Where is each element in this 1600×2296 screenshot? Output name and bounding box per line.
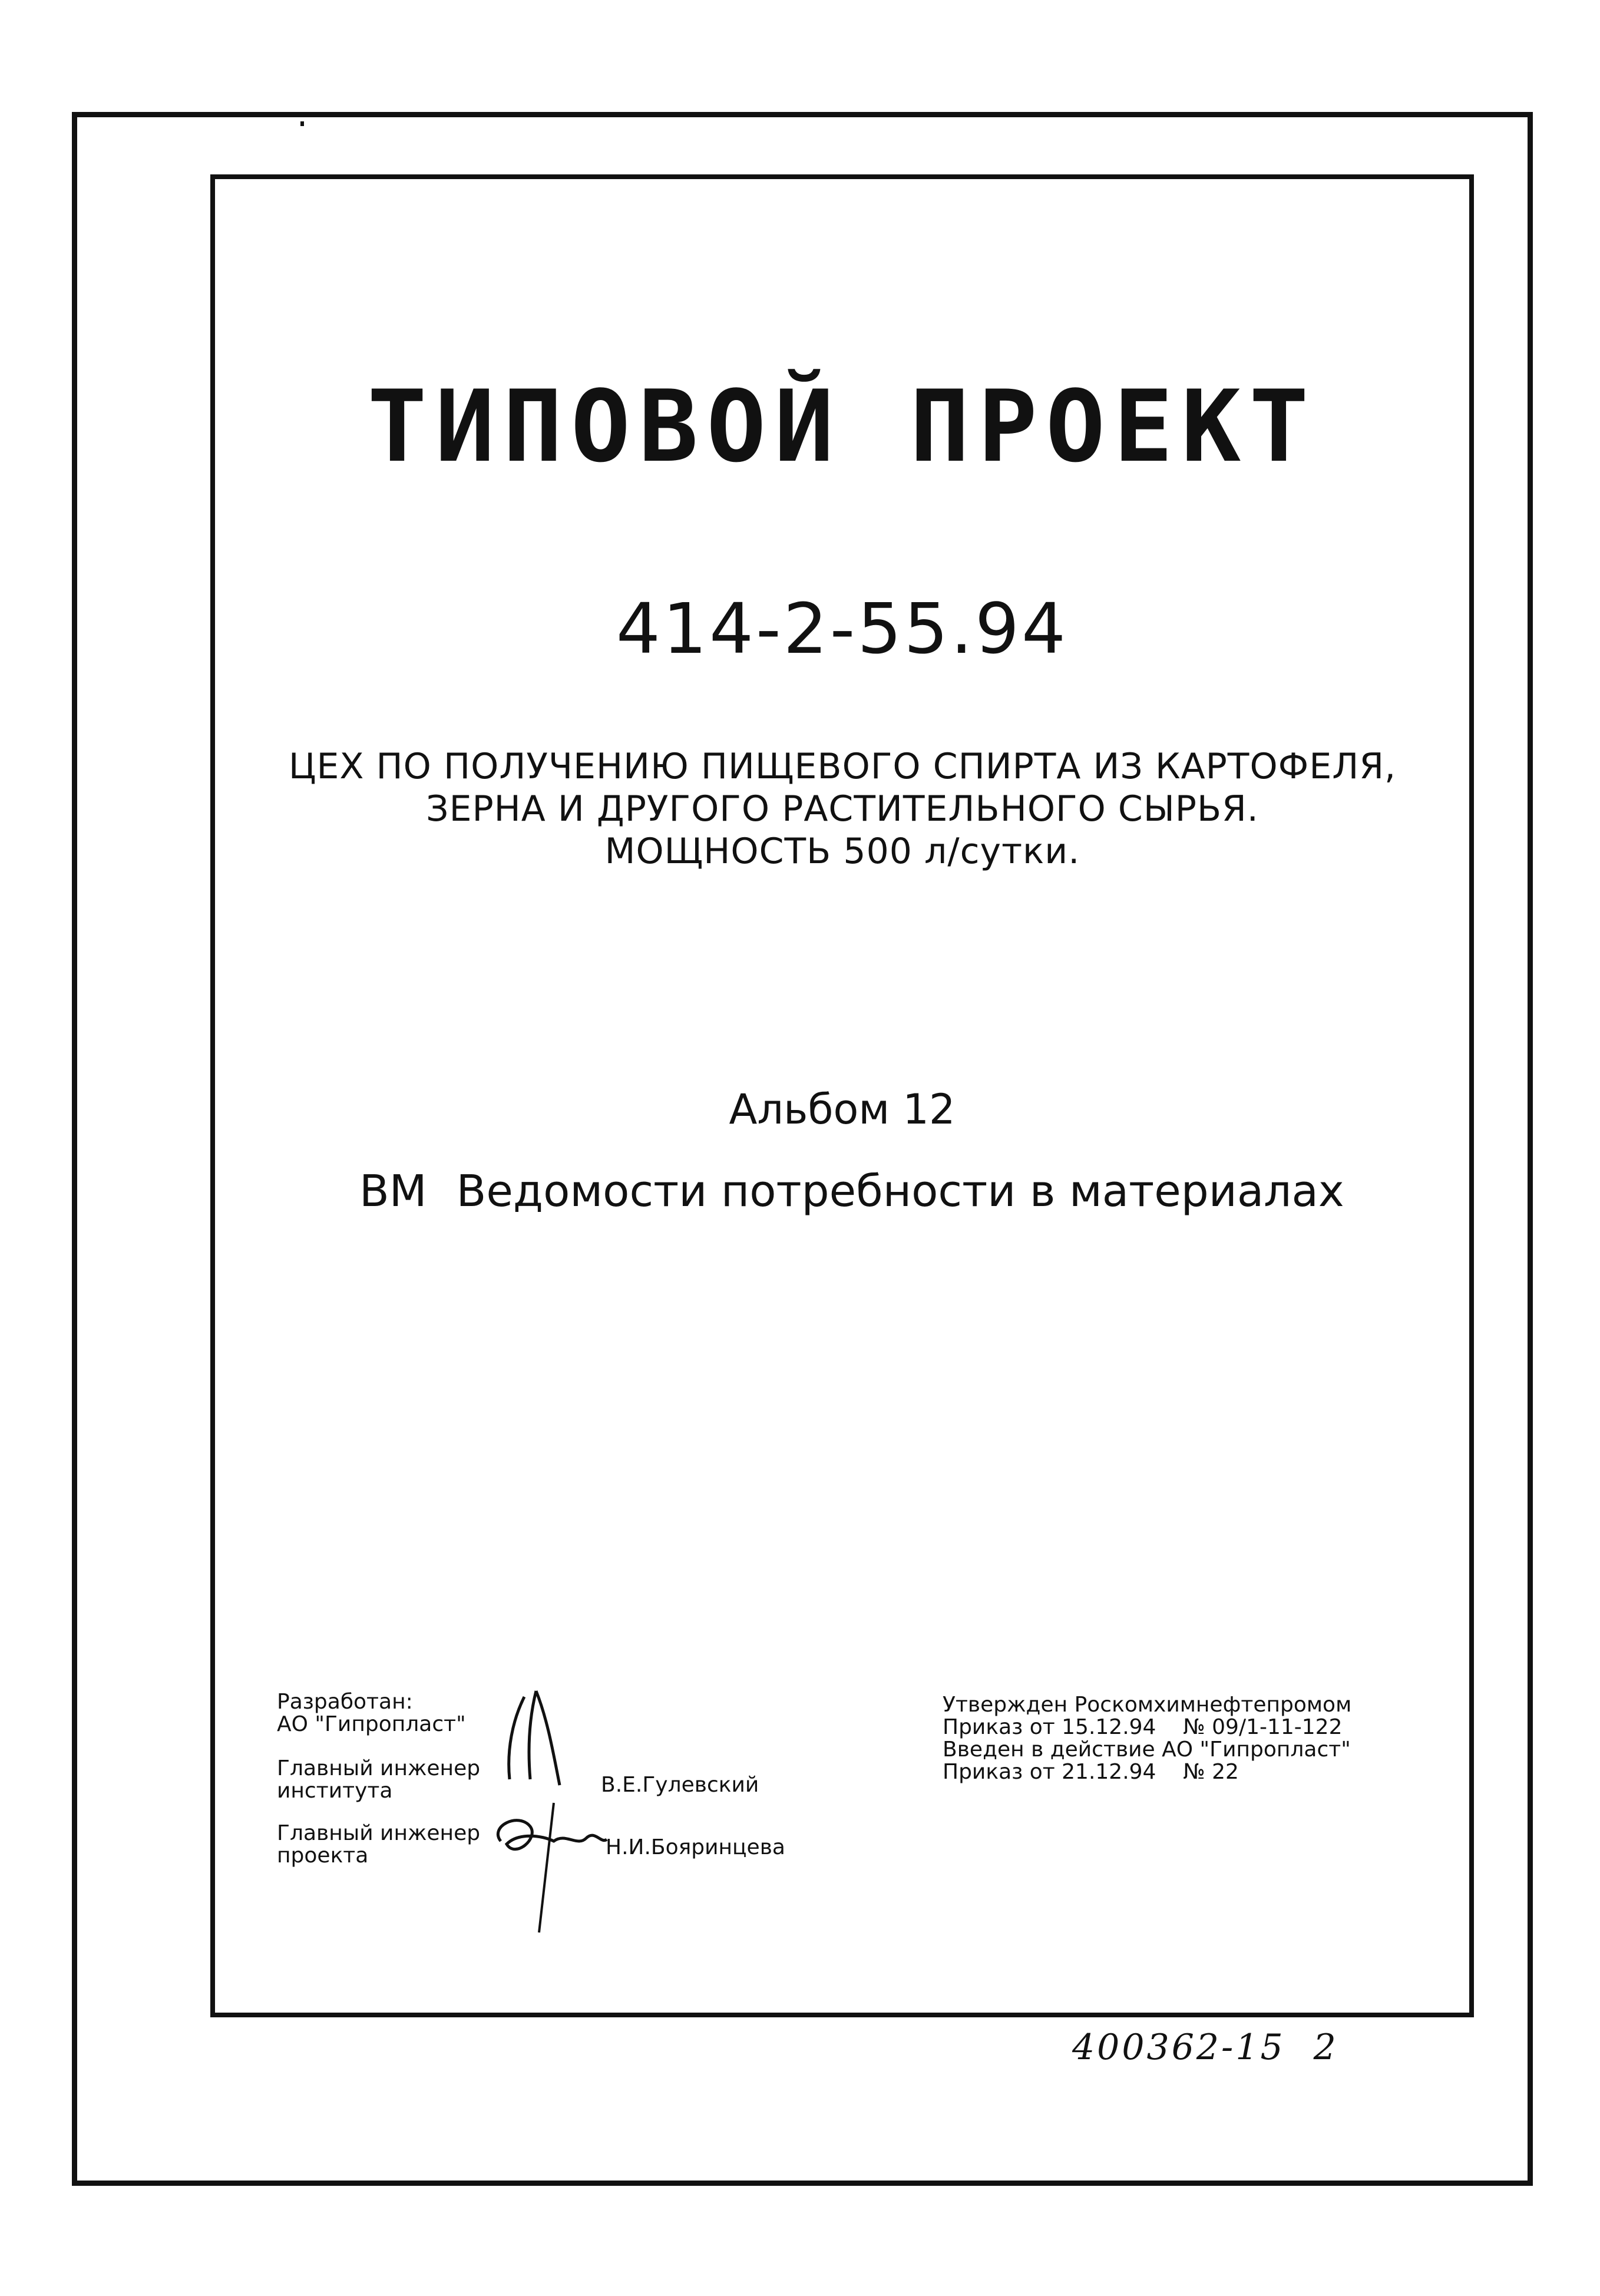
approval-order-row <box>943 1761 1351 1783</box>
order-date: Приказ от 15.12.94 <box>943 1715 1156 1739</box>
chief-engineer-institute-name: В.Е.Гулевский <box>601 1773 759 1797</box>
order-number: № 22 <box>1183 1760 1239 1784</box>
description-line: ЗЕРНА И ДРУГОГО РАСТИТЕЛЬНОГО СЫРЬЯ. <box>426 788 1259 830</box>
section-heading <box>359 1166 1361 1217</box>
order-number: № 09/1-11-122 <box>1183 1715 1343 1739</box>
chief-engineer-project-name: Н.И.Бояринцева <box>606 1835 785 1859</box>
approval-order-row <box>943 1716 1351 1739</box>
inventory-number <box>1072 2027 1338 2068</box>
role-line: Главный инженер <box>277 1821 481 1845</box>
description-line: МОЩНОСТЬ 500 л/сутки. <box>604 831 1080 872</box>
chief-engineer-institute-role <box>277 1757 480 1802</box>
approval-block <box>943 1694 1351 1783</box>
approval-line: Введен в действие АО "Гипропласт" <box>943 1737 1351 1762</box>
order-date: Приказ от 21.12.94 <box>943 1760 1156 1784</box>
description-line: ЦЕХ ПО ПОЛУЧЕНИЮ ПИЩЕВОГО СПИРТА ИЗ КАРТОФЕЛЯ, <box>288 746 1397 787</box>
approval-line: Утвержден Роскомхимнефтепромом <box>943 1693 1352 1717</box>
signatures-image <box>483 1685 630 1950</box>
chief-engineer-project-role <box>277 1822 480 1867</box>
inventory-code: 400362-15 <box>1072 2027 1285 2068</box>
role-line: института <box>277 1779 393 1803</box>
section-title: Ведомости потребности в материалах <box>456 1166 1344 1217</box>
document-title: ТИПОВОЙ ПРОЕКТ <box>367 369 1317 484</box>
stray-mark <box>300 121 304 126</box>
role-line: Главный инженер <box>277 1756 481 1780</box>
project-code: 414-2-55.94 <box>616 588 1069 669</box>
role-line: проекта <box>277 1844 369 1868</box>
section-code: ВМ <box>359 1166 427 1217</box>
sheet-number: 2 <box>1313 2027 1338 2068</box>
developer-label <box>277 1691 466 1736</box>
album-label: Альбом 12 <box>729 1085 956 1134</box>
developer-org: АО "Гипропласт" <box>277 1712 466 1736</box>
project-description <box>259 745 1426 873</box>
developer-label-line: Разработан: <box>277 1690 413 1714</box>
